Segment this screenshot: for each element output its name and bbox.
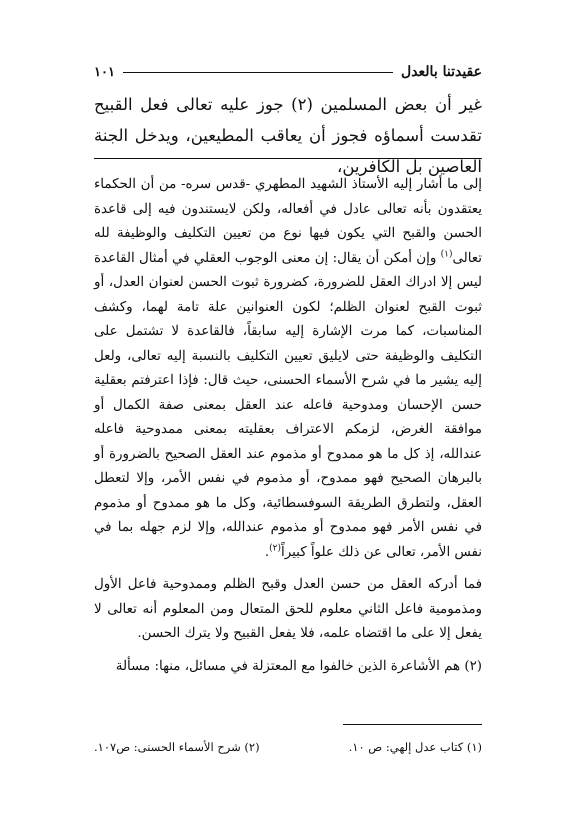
- section-divider: [94, 158, 482, 159]
- footnote: (٢) شرح الأسماء الحسنى: ص١٠٧.: [94, 740, 260, 754]
- paragraph-text: إلى ما أشار إليه الأستاذ الشهيد المطهري -قدس سره- من أن الحكماء يعتقدون بأنه تعالى عادل في أفعاله، ولكن لايستندون فيه إلى قاعدة الحسن والقبح التي يكون فيها نوع من تعيين التكليف والوظيفة لله تعالى: [94, 177, 482, 266]
- footnote: (١) كتاب عدل إلهي: ص ١٠.: [348, 740, 482, 754]
- running-title: عقيدتنا بالعدل: [401, 64, 482, 80]
- body-text: [94, 173, 482, 679]
- footnote-continuation: غير أن بعض المسلمين (٢) جوز عليه تعالى فعل القبيح تقدست أسماؤه فجوز أن يعاقب المطيعين، ويدخل الجنة العاصين بل الكافرين،: [94, 95, 482, 176]
- footnote-rule: [343, 724, 482, 725]
- page-header: [94, 60, 482, 84]
- paragraph-text: .: [264, 544, 270, 560]
- header-rule: [123, 72, 393, 73]
- paragraph: [94, 173, 482, 565]
- paragraph: (٢) هم الأشاعرة الذين خالفوا مع المعتزلة في مسائل، منها: مسألة: [115, 658, 482, 674]
- footnotes: [94, 738, 482, 756]
- footnote-marker: (١): [440, 249, 453, 260]
- footnote-marker: (٢): [269, 543, 281, 554]
- page-number: ١٠١: [94, 64, 115, 80]
- paragraph-text: وإن أمكن أن يقال: إن معنى الوجوب العقلي في أمثال القاعدة ليس إلا ادراك العقل للضرورة، كضرورة ثبوت الحسن لعنوان العدل، أو ثبوت القبح لعنوان الظلم؛ لكون العنوانين علة تامة لهما، وكشف المناسبات، كما مرت الإشارة إليه سابقاً، فالقاعدة لا تشتمل على التكليف والوظيفة حتى لايليق تعيين التكليف بالنسبة إليه تعالى، ولعل إليه يشير ما في شرح الأسماء الحسنى، حيث قال: فإذا اعترفتم بعقلية حسن الإحسان ومدوحية فاعله عند العقل بمعنى صفة الكمال أو موافقة الغرض، لزمكم الاعتراف بعقليته بمعنى ممدوحية فاعله عندالله، إذ كل ما هو ممدوح أو مذموم عند العقل الصحيح بالضرورة أو بالبرهان الصحيح فهو ممدوح، أو مذموم في نفس الأمر، وإلا لتعطل العقل، ولتطرق الطريقة السوفسطائية، وكل ما هو ممدوح أو مذموم في نفس الأمر فهو ممدوح أو مذموم عندالله، وإلا لزم جهله بما في نفس الأمر، تعالى عن ذلك علواً كبيراً: [94, 250, 482, 560]
- paragraph: فما أدركه العقل من حسن العدل وقبح الظلم وممدوحية فاعل الأول ومذمومية فاعل الثاني معلوم للحق المتعال ومن المعلوم أنه تعالى لا يفعل إلا على ما اقتضاه علمه، فلا يفعل القبيح ولا يترك الحسن.: [94, 577, 482, 641]
